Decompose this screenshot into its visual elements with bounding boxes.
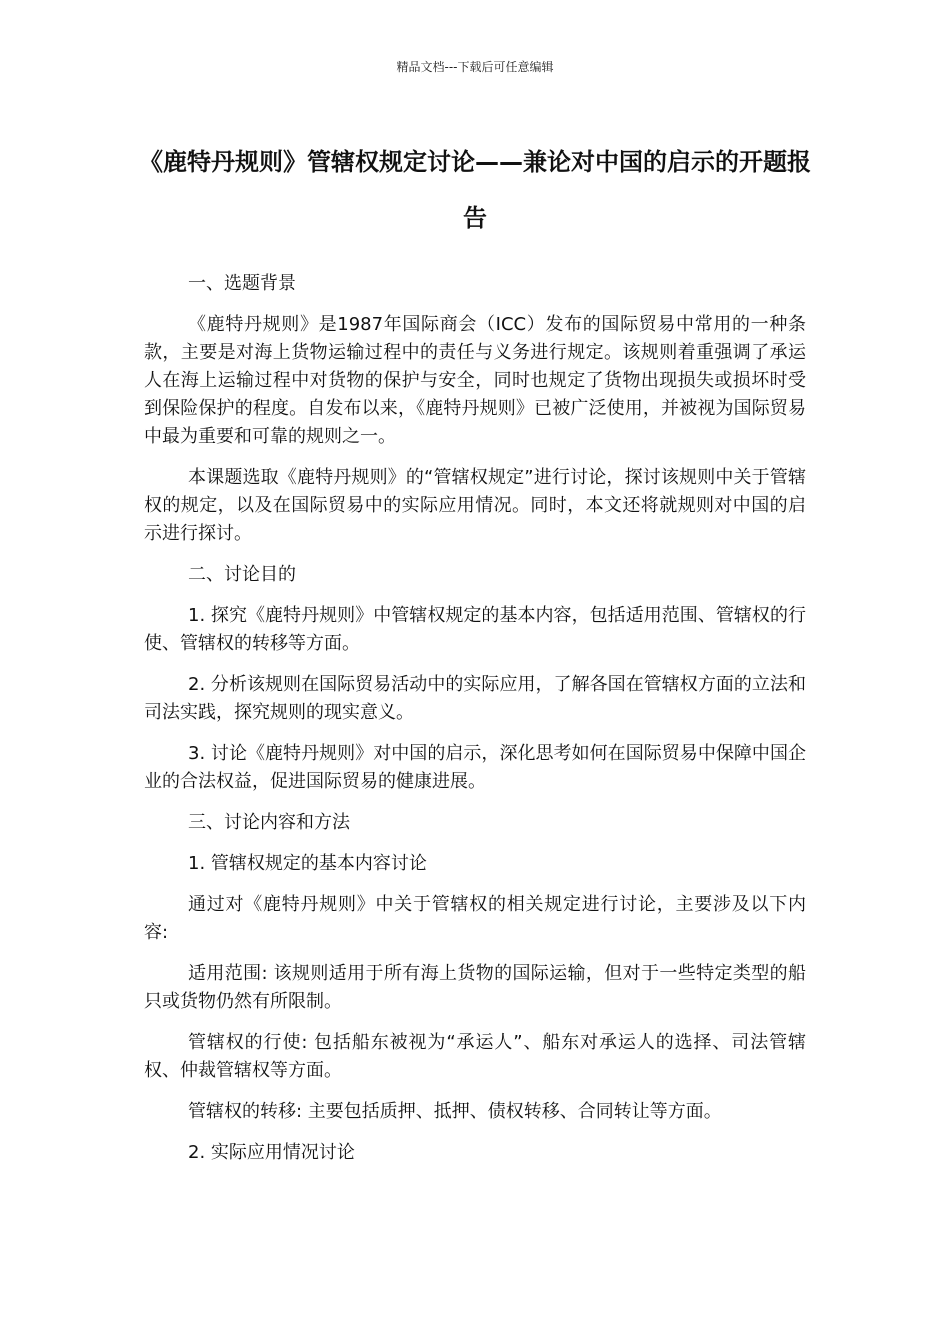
- heading-content-method: 三、讨论内容和方法: [188, 812, 350, 833]
- paragraph-intro: 《鹿特丹规则》是1987年国际商会（ICC）发布的国际贸易中常用的一种条款，主要是对海上货物运输过程中的责任与义务进行规定。该规则着重强调了承运人在海上运输过程中对货物的保护与安全，同时也规定了货物出现损失或损坏时受到保险保护的程度。自发布以来，《鹿特丹规则》已被广泛使用，并被视为国际贸易中最为重要和可靠的规则之一。: [144, 314, 806, 447]
- paragraph-basic-content: 通过对《鹿特丹规则》中关于管辖权的相关规定进行讨论，主要涉及以下内容:: [144, 894, 806, 943]
- purpose-item-3: 3. 讨论《鹿特丹规则》对中国的启示，深化思考如何在国际贸易中保障中国企业的合法权益，促进国际贸易的健康进展。: [144, 743, 806, 792]
- paragraph-topic: 本课题选取《鹿特丹规则》的“管辖权规定”进行讨论，探讨该规则中关于管辖权的规定，以及在国际贸易中的实际应用情况。同时，本文还将就规则对中国的启示进行探讨。: [144, 467, 806, 544]
- heading-purpose: 二、讨论目的: [188, 564, 296, 585]
- paragraph-exercise: 管辖权的行使: 包括船东被视为“承运人”、船东对承运人的选择、司法管辖权、仲裁管辖权等方面。: [144, 1032, 806, 1081]
- header-note: 精品文档---下载后可任意编辑: [396, 60, 554, 74]
- document-title: 《鹿特丹规则》管辖权规定讨论——兼论对中国的启示的开题报告: [139, 148, 811, 232]
- purpose-item-1: 1. 探究《鹿特丹规则》中管辖权规定的基本内容，包括适用范围、管辖权的行使、管辖权的转移等方面。: [144, 605, 806, 654]
- heading-background: 一、选题背景: [188, 273, 296, 294]
- document-body: [144, 270, 806, 1180]
- subheading-basic-content: 1. 管辖权规定的基本内容讨论: [188, 853, 427, 874]
- purpose-item-2: 2. 分析该规则在国际贸易活动中的实际应用，了解各国在管辖权方面的立法和司法实践，探究规则的现实意义。: [144, 674, 806, 723]
- paragraph-scope: 适用范围: 该规则适用于所有海上货物的国际运输，但对于一些特定类型的船只或货物仍然有所限制。: [144, 963, 806, 1012]
- subheading-application: 2. 实际应用情况讨论: [188, 1142, 355, 1163]
- paragraph-transfer: 管辖权的转移: 主要包括质押、抵押、债权转移、合同转让等方面。: [188, 1101, 722, 1122]
